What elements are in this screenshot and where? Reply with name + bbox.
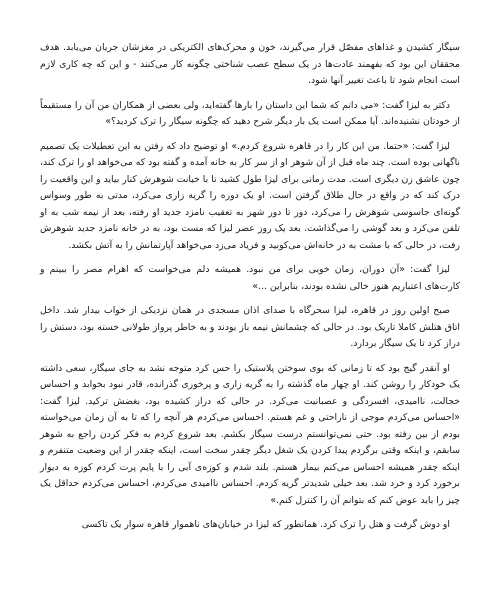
paragraph-6: او آنقدر گیج بود که تا زمانی که بوی سوختن پلاستیک را حس کرد متوجه نشد به جای سیگار، سعی داشته یک خودکار را روشن کند. او چهار ماه گذشته را به گریه زاری و پرخوری گذرانده، قادر نبود بخوابد و احساس خجالت، ناامیدی، افسردگی و عصبانیت می‌کرد. در حالی که دراز کشیده بود، بغضش ترکید. لیزا گفت: «احساس می‌کردم موجی از ناراحتی و غم هستم. احساس می‌کردم هر آنچه را که تا به آن زمان می‌خواسته بودم از بین رفته بود. حتی نمی‌توانستم درست سیگار بکشم. بعد شروع کردم به فکر کردن راجع به شوهر سابقم، و اینکه وقتی برگردم پیدا کردن یک شغل دیگر چقدر سخت است، اینکه چقدر از این وضعیت متنفرم و اینکه چقدر همیشه احساس می‌کنم بیمار هستم. بلند شدم و کوزه‌ی آبی را با پایم پرت کردم کوزه به دیوار برخورد کرد و خرد شد. بعد خیلی شدیدتر گریه کردم. احساس ناامیدی می‌کردم، احساس می‌کردم حداقل یک چیز را باید عوض کنم که بتوانم آن را کنترل کنم.» [40,362,460,506]
paragraph-1: سیگار کشیدن و غذاهای مفصّل قرار می‌گیرند، خون و محرک‌های الکتریکی در مغزشان جریان می‌یابد. هدف محققان این بود که بفهمند عادت‌ها در یک سطح عصب شناختی چگونه کار می‌کنند - و این که چه کاری لازم است انجام شود تا باعث تغییر آنها شود. [40,42,460,86]
paragraph-2: دکتر به لیزا گفت: «می دانم که شما این داستان را بارها گفته‌اید، ولی بعضی از همکاران من آن را مستقیماً از خودتان نشنیده‌اند. آیا ممکن است یک بار دیگر شرح دهید که چگونه سیگار را ترک کردید؟» [40,99,460,127]
book-page [40,40,460,542]
paragraph-5: صبح اولین روز در قاهره، لیزا سحرگاه با صدای اذان مسجدی در همان نزدیکی از خواب بیدار شد. داخل اتاق هتلش کاملا تاریک بود. در حالی که چشمانش نیمه باز بودند و به خاطر پرواز طولانی خسته بود، دستش را دراز کرد تا یک سیگار بردارد. [40,305,460,349]
paragraph-7: او دوش گرفت و هتل را ترک کرد. همانطور که لیزا در خیابان‌های ناهموار قاهره سوار یک تاکسی [81,519,450,530]
paragraph-3: لیزا گفت: «حتما. من این کار را در قاهره شروع کردم.» او توضیح داد که رفتن به این تعطیلات یک تصمیم ناگهانی بوده است. چند ماه قبل از آن شوهر او از سر کار به خانه آمده و گفته بود که می‌خواهد او را ترک کند، چون عاشق زن دیگری است. مدت زمانی برای لیزا طول کشید تا با خیانت شوهرش کنار بیاید و این واقعیت را درک کند که در واقع در حال طلاق گرفتن است. او یک دوره را گریه زاری می‌کرد، مدتی به طور وسواس گونه‌ای جاسوسی شوهرش را می‌کرد، دور تا دور شهر به تعقیب نامزد جدید او رفته، بعد از نیمه شب به او تلفن می‌کرد و بعد گوشی را می‌گذاشت. بعد یک روز عصر لیزا که مست بود، به در خانه نامزد جدید شوهرش رفت، در حالی که با مشت به در خانه‌اش می‌کوبید و فریاد می‌زد می‌خواهد آپارتمانش را به آتش بکشد. [40,140,460,251]
paragraph-4: لیزا گفت: «آن دوران، زمان خوبی برای من نبود. همیشه دلم می‌خواست که اهرام مصر را ببینم و کارت‌های اعتباریم هنوز خالی نشده بودند، بنابراین ...» [40,264,460,292]
